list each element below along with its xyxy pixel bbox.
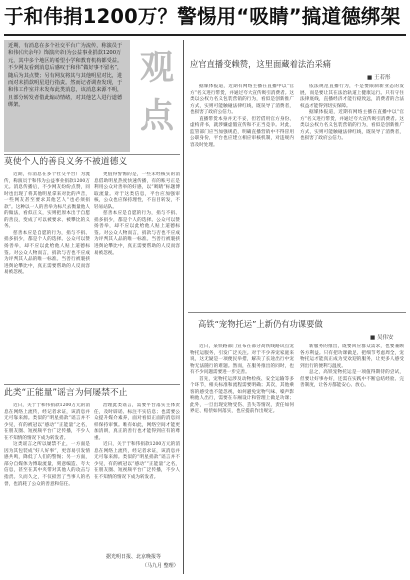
paragraph: 这类谣言之所以屡禁不止，一方面是因为其包装成“好人好事”，更容易引发情感共鸣，降低了人们的警惕；另一方面，部分自媒体为博取流量，刻意编造、夸大信息，甚至在其中夹带对其他人的攻击与指责。久而久之，不仅损害了当事人的名誉，也消耗了公众的善意和信任。	[4, 442, 90, 487]
article-title-right-top: 应官直播变赖赞，这里面藏着法治采痛	[190, 59, 332, 69]
column-divider	[183, 40, 184, 574]
section-divider	[4, 384, 180, 385]
paragraph: 近日，某铁路部门宣布在部分高铁线路试点宠物托运服务，引发广泛关注。对于不少养宠家庭来说，这无疑是一项便民举措，解决了长途出行中宠物无法随行的难题。然而，在服务推出的同时，也有不少问题需要进一步完善。	[190, 344, 294, 376]
paragraph: 近日，关于于和伟捐款1200万元的消息在网络上流传，经记者求证，该消息并无可靠来源。类似的“明星捐款”谣言并不少见，有的被冠以“感动”“正能量”之名，在朋友圈、短视频平台广泛传播，不少人在不知情的情况下成为转发者。	[4, 403, 90, 441]
paragraph: 据媒体报道，近期有网络主播在直播中以“官方”名义进行带货，并通过夸大宣传吸引消费者。这类以公权力名义包装营销的行为，看似是创新推广方式，实则可能触碰法律红线，既误导了消费者，也损害了政府公信力。	[300, 110, 404, 142]
paragraph: 近期，有消息在多个社交平台广为流传，称演员于和伟为公益事业捐款1200万元。消息传播后，不少网友纷纷点赞，同时也出现了将其他明星拿来对比的声音，一些网友甚至要求其他艺人“也必须捐款”。这种以一人的善举为标尺去衡量他人的做法，看似正义，实则把原本出于自愿的善良，变成了可以被要求、被攀比的义务。	[4, 172, 90, 230]
paragraph: 依法规范直播行为，不是要限制新业态的发展，而是要让其在法治轨道上健康运行。只有守住法律底线，直播经济才能行稳致远，消费者的合法权益才能得到切实保障。	[300, 84, 404, 109]
page-headline: 于和伟捐1200万？警惕用“吸睛”搞道德绑架	[4, 5, 401, 28]
article-body-left-mid-col2	[94, 403, 180, 553]
paragraph: 慈善本应是自愿的行为，捐与不捐、捐多捐少，都是个人的选择。公众可以赞扬善举，却不应以此给他人贴上道德标签。对公众人物而言，捐款与否也不应成为评判其人品的唯一标准。当善行被裹挟进舆论攀比中，真正需要帮助的人反而容易被忽视。	[94, 211, 180, 256]
article-body-left-mid-col1	[4, 403, 90, 575]
paragraph: 首先，宠物托运涉及动物检疫、安全运输等多个环节，相关标准和流程需要明确；其次，其他乘客的感受也不能忽视，如何避免宠物气味、噪声影响他人出行，需要在车厢设计和管理上做足功课；此外，一旦出现宠物受伤、丢失等情况，责任如何界定、赔偿如何落实，也应提前作出规定。	[190, 376, 294, 415]
paragraph: 直播带货本身并无不妥，但若借用官方身份、虚构背书，就涉嫌虚假宣传和不正当竞争。对此，监管部门应当加强规范，明确直播营销中不得冒用公职身份，平台也应建立相应审核机制，对违规内容及时处理。	[190, 116, 294, 148]
article-body-left-top-col1	[4, 172, 90, 380]
paragraph: 治理此类谣言，需要平台落实主体责任，及时辟谣、标注不实信息；也需要公众提升媒介素养，面对看似正面的消息同样保持审慎。唯有如此，网络空间才能更加清朗，真正的善行也才能得到应有的尊重。	[94, 403, 180, 441]
article-body-right-bottom-col1	[190, 344, 294, 574]
article-byline: ■ 吴伟安	[370, 335, 394, 341]
paragraph: 据媒体报道，近期有网络主播在直播中以“官方”名义进行带货，并通过夸大宣传吸引消费者。这类以公权力名义包装营销的行为，看似是创新推广方式，实则可能触碰法律红线，既误导了消费者，也损害了政府公信力。	[190, 84, 294, 116]
article-title-right-bottom: 高铁“宠物托运”上新仍有功课要做	[198, 319, 323, 329]
article-signature: （马九月 整理）	[142, 563, 179, 569]
paragraph: 慈善本应是自愿的行为，捐与不捐、捐多捐少，都是个人的选择。公众可以赞扬善举，却不应以此给他人贴上道德标签。对公众人物而言，捐款与否也不应成为评判其人品的唯一标准。当善行被裹挟进舆论攀比中，真正需要帮助的人反而容易被忽视。	[4, 230, 90, 276]
article-title-left-top: 莫使个人的善良义务不被道德义	[4, 157, 128, 167]
article-body-left-top-col2	[94, 172, 180, 380]
section-divider	[188, 312, 406, 313]
paragraph: 总之，高铁宠物托运是一项值得期待的尝试，但要让好事办好，还需在实践中不断总结经验、完善制度，让各方都能安心、放心。	[300, 370, 404, 389]
lead-summary-box: 近期，有消息在多个社交平台广为流传，称演员于和伟(《庆余年》饰演庆帝)为公益事业捐款1200万元，其中多个地区的希望小学和教育机构都受益。不少网友看到消息后感叹于和伟“做好事不留名”，随后为其点赞；另有网友将其与其他明星对比，进而对未捐款明星进行指责。然而记者调查发现，于和伟工作室并未发布此类消息，该消息来源不明，且部分转发者借此煽动情绪，对其他艺人进行道德绑架。	[4, 40, 130, 152]
headline-rule	[4, 34, 406, 36]
article-body-right-bottom-col2	[300, 344, 404, 574]
article-title-left-mid: 此类“正能量”谣言为何屡禁不止	[4, 388, 128, 398]
paragraph: 新服务的推出，既要回应群众需求，也要兼顾各方利益。只有把功课做足、把细节考虑周全，宠物托运才能真正成为受欢迎的服务，让更多人感受到出行的便利与温度。	[300, 344, 404, 369]
article-body-right-top-col2	[300, 84, 404, 308]
guandian-logo: 观点	[140, 48, 174, 136]
article-source: 据光明日报、北京晚报等	[106, 554, 162, 560]
section-divider	[4, 154, 180, 155]
paragraph: 近日，关于于和伟捐款1200万元的消息在网络上流传，经记者求证，该消息并无可靠来源。类似的“明星捐款”谣言并不少见，有的被冠以“感动”“正能量”之名，在朋友圈、短视频平台广泛传播，不少人在不知情的情况下成为转发者。	[94, 442, 180, 481]
article-body-right-top-col1	[190, 84, 294, 308]
article-byline: ■ 王若彤	[367, 75, 391, 81]
paragraph: 更值得警惕的是，一些未经核实的消息借助明星热度快速传播，有的账号正是利用公众对善举的好感，以“吸睛”标题博取流量。对于这类信息，平台应加强审核，公众也应保持理性，不盲目转发，不轻易站队。	[94, 172, 180, 210]
